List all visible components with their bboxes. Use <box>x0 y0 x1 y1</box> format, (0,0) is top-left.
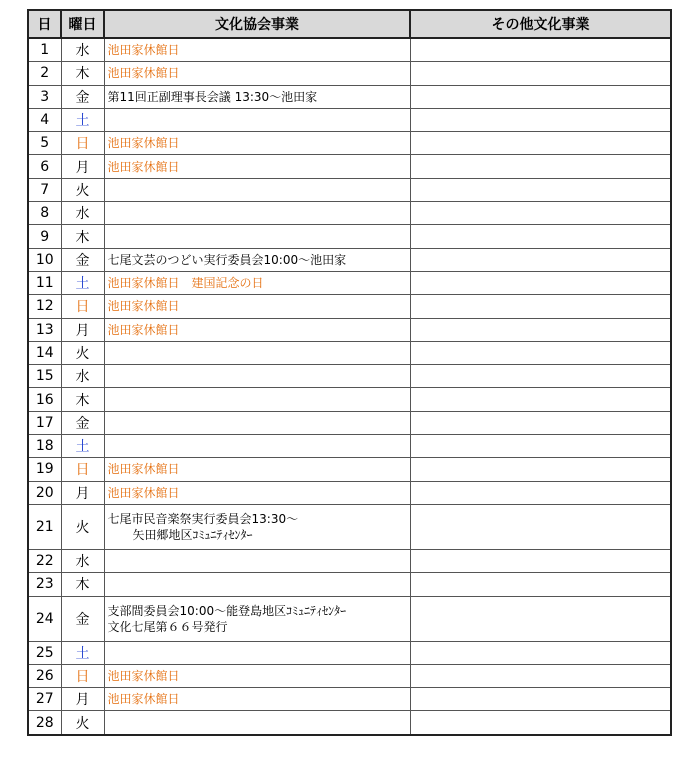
event-text: 池田家休館日 <box>107 159 180 174</box>
table-row <box>28 341 671 364</box>
other-culture-event-cell <box>410 481 671 504</box>
day-cell: 6 <box>28 155 61 178</box>
weekday-cell: 日 <box>61 295 104 318</box>
other-culture-event-cell <box>410 596 671 641</box>
day-cell: 11 <box>28 271 61 294</box>
other-culture-event-cell <box>410 341 671 364</box>
other-culture-event-cell <box>410 248 671 271</box>
culture-association-event-cell <box>104 155 410 178</box>
culture-association-event-cell <box>104 178 410 201</box>
other-culture-event-cell <box>410 388 671 411</box>
culture-association-event-cell <box>104 271 410 294</box>
weekday-cell: 金 <box>61 596 104 641</box>
event-text: 池田家休館日 <box>107 485 180 500</box>
day-cell: 17 <box>28 411 61 434</box>
other-culture-event-cell <box>410 411 671 434</box>
culture-association-event-cell <box>104 458 410 481</box>
table-row <box>28 85 671 108</box>
header-other-culture: その他文化事業 <box>410 10 671 38</box>
other-culture-event-cell <box>410 504 671 549</box>
culture-association-event-cell <box>104 225 410 248</box>
table-row <box>28 62 671 85</box>
weekday-cell: 金 <box>61 248 104 271</box>
culture-association-event-cell <box>104 573 410 596</box>
weekday-cell: 月 <box>61 688 104 711</box>
table-body <box>28 38 671 735</box>
other-culture-event-cell <box>410 435 671 458</box>
culture-association-event-cell <box>104 596 410 641</box>
weekday-cell: 日 <box>61 664 104 687</box>
table-row <box>28 295 671 318</box>
day-cell: 3 <box>28 85 61 108</box>
culture-association-event-cell <box>104 664 410 687</box>
culture-association-event-cell <box>104 295 410 318</box>
culture-association-event-cell <box>104 365 410 388</box>
event-text: 池田家休館日 <box>107 136 180 151</box>
table-row <box>28 504 671 549</box>
other-culture-event-cell <box>410 549 671 572</box>
table-row <box>28 132 671 155</box>
table-row <box>28 108 671 131</box>
table-row <box>28 388 671 411</box>
table-row <box>28 481 671 504</box>
day-cell: 5 <box>28 132 61 155</box>
day-cell: 14 <box>28 341 61 364</box>
event-text: 池田家休館日 <box>107 43 180 58</box>
weekday-cell: 土 <box>61 271 104 294</box>
other-culture-event-cell <box>410 271 671 294</box>
event-text: 矢田郷地区ｺﾐｭﾆﾃｨｾﾝﾀｰ <box>132 527 253 542</box>
other-culture-event-cell <box>410 458 671 481</box>
table-row <box>28 178 671 201</box>
day-cell: 20 <box>28 481 61 504</box>
event-text: 文化七尾第６６号発行 <box>107 619 228 634</box>
culture-association-event-cell <box>104 85 410 108</box>
weekday-cell: 土 <box>61 641 104 664</box>
event-text: 池田家休館日 <box>107 322 180 337</box>
other-culture-event-cell <box>410 318 671 341</box>
weekday-cell: 土 <box>61 435 104 458</box>
day-cell: 18 <box>28 435 61 458</box>
culture-association-event-cell <box>104 202 410 225</box>
header-weekday: 曜日 <box>61 10 104 38</box>
table-row <box>28 641 671 664</box>
table-row <box>28 411 671 434</box>
day-cell: 2 <box>28 62 61 85</box>
table-row <box>28 365 671 388</box>
other-culture-event-cell <box>410 711 671 735</box>
culture-association-event-cell <box>104 435 410 458</box>
day-cell: 4 <box>28 108 61 131</box>
other-culture-event-cell <box>410 178 671 201</box>
event-text: 池田家休館日 <box>107 66 180 81</box>
other-culture-event-cell <box>410 365 671 388</box>
culture-association-event-cell <box>104 549 410 572</box>
culture-association-event-cell <box>104 318 410 341</box>
table-row <box>28 688 671 711</box>
event-text: 七尾文芸のつどい実行委員会10:00～池田家 <box>107 252 347 267</box>
weekday-cell: 月 <box>61 155 104 178</box>
day-cell: 12 <box>28 295 61 318</box>
other-culture-event-cell <box>410 664 671 687</box>
culture-association-event-cell <box>104 132 410 155</box>
table-row <box>28 202 671 225</box>
other-culture-event-cell <box>410 38 671 62</box>
other-culture-event-cell <box>410 85 671 108</box>
other-culture-event-cell <box>410 641 671 664</box>
day-cell: 9 <box>28 225 61 248</box>
day-cell: 23 <box>28 573 61 596</box>
other-culture-event-cell <box>410 132 671 155</box>
day-cell: 8 <box>28 202 61 225</box>
weekday-cell: 木 <box>61 388 104 411</box>
table-row <box>28 664 671 687</box>
day-cell: 16 <box>28 388 61 411</box>
day-cell: 13 <box>28 318 61 341</box>
culture-association-event-cell <box>104 248 410 271</box>
other-culture-event-cell <box>410 573 671 596</box>
day-cell: 25 <box>28 641 61 664</box>
schedule-table <box>27 9 672 736</box>
event-text: 池田家休館日 <box>107 462 180 477</box>
table-row <box>28 271 671 294</box>
culture-association-event-cell <box>104 62 410 85</box>
culture-association-event-cell <box>104 38 410 62</box>
event-text: 第11回正副理事長会議 13:30～池田家 <box>107 89 318 104</box>
event-text: 池田家休館日 <box>107 668 180 683</box>
table-row <box>28 458 671 481</box>
weekday-cell: 火 <box>61 178 104 201</box>
other-culture-event-cell <box>410 688 671 711</box>
table-row <box>28 596 671 641</box>
table-row <box>28 248 671 271</box>
weekday-cell: 火 <box>61 711 104 735</box>
event-text: 池田家休館日 <box>107 692 180 707</box>
calendar-wrapper <box>27 9 672 736</box>
table-row <box>28 38 671 62</box>
event-text: 池田家休館日 建国記念の日 <box>107 276 264 291</box>
other-culture-event-cell <box>410 62 671 85</box>
weekday-cell: 日 <box>61 132 104 155</box>
event-text: 支部間委員会10:00～能登島地区ｺﾐｭﾆﾃｨｾﾝﾀｰ <box>107 603 347 618</box>
weekday-cell: 日 <box>61 458 104 481</box>
culture-association-event-cell <box>104 481 410 504</box>
header-day: 日 <box>28 10 61 38</box>
day-cell: 22 <box>28 549 61 572</box>
weekday-cell: 木 <box>61 573 104 596</box>
event-text: 七尾市民音楽祭実行委員会13:30～ <box>107 511 299 526</box>
day-cell: 10 <box>28 248 61 271</box>
weekday-cell: 金 <box>61 85 104 108</box>
table-row <box>28 573 671 596</box>
weekday-cell: 水 <box>61 38 104 62</box>
culture-association-event-cell <box>104 108 410 131</box>
table-row <box>28 155 671 178</box>
weekday-cell: 木 <box>61 62 104 85</box>
table-row <box>28 711 671 735</box>
culture-association-event-cell <box>104 641 410 664</box>
culture-association-event-cell <box>104 688 410 711</box>
weekday-cell: 水 <box>61 202 104 225</box>
day-cell: 24 <box>28 596 61 641</box>
day-cell: 26 <box>28 664 61 687</box>
weekday-cell: 水 <box>61 365 104 388</box>
day-cell: 28 <box>28 711 61 735</box>
culture-association-event-cell <box>104 711 410 735</box>
day-cell: 7 <box>28 178 61 201</box>
table-row <box>28 225 671 248</box>
other-culture-event-cell <box>410 295 671 318</box>
day-cell: 19 <box>28 458 61 481</box>
header-culture-association: 文化協会事業 <box>104 10 410 38</box>
other-culture-event-cell <box>410 108 671 131</box>
day-cell: 27 <box>28 688 61 711</box>
weekday-cell: 水 <box>61 549 104 572</box>
header-row <box>28 10 671 38</box>
table-row <box>28 549 671 572</box>
day-cell: 15 <box>28 365 61 388</box>
weekday-cell: 月 <box>61 481 104 504</box>
culture-association-event-cell <box>104 504 410 549</box>
culture-association-event-cell <box>104 388 410 411</box>
day-cell: 1 <box>28 38 61 62</box>
day-cell: 21 <box>28 504 61 549</box>
weekday-cell: 火 <box>61 504 104 549</box>
weekday-cell: 木 <box>61 225 104 248</box>
other-culture-event-cell <box>410 155 671 178</box>
culture-association-event-cell <box>104 341 410 364</box>
table-header <box>28 10 671 38</box>
weekday-cell: 土 <box>61 108 104 131</box>
table-row <box>28 435 671 458</box>
weekday-cell: 火 <box>61 341 104 364</box>
culture-association-event-cell <box>104 411 410 434</box>
event-text: 池田家休館日 <box>107 299 180 314</box>
table-row <box>28 318 671 341</box>
other-culture-event-cell <box>410 225 671 248</box>
weekday-cell: 金 <box>61 411 104 434</box>
weekday-cell: 月 <box>61 318 104 341</box>
other-culture-event-cell <box>410 202 671 225</box>
